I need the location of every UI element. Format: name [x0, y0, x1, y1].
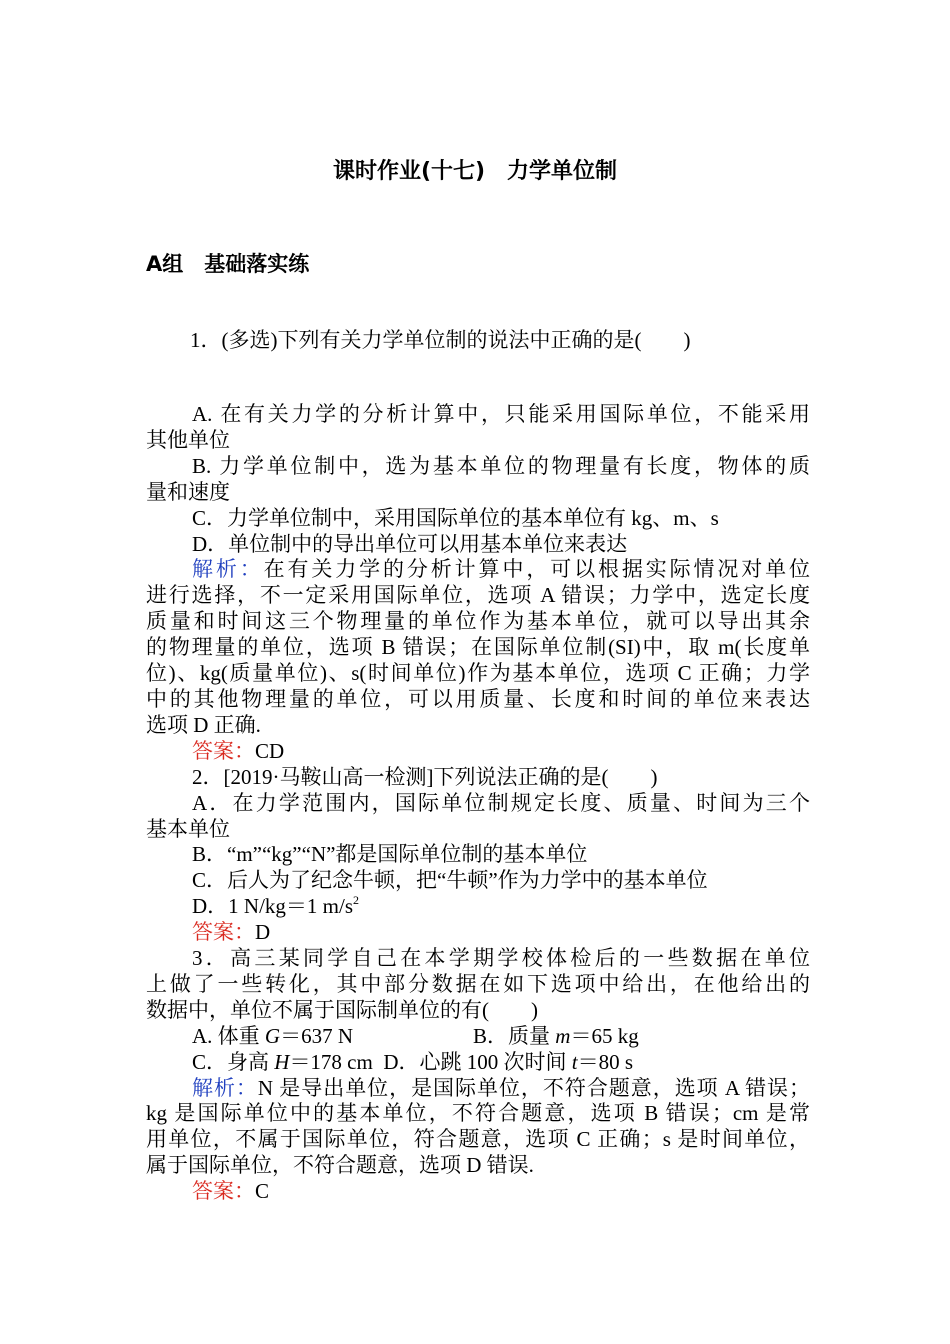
option-b-variable: m: [555, 1023, 571, 1048]
q2-option-c: C．后人为了纪念牛顿，把“牛顿”作为力学中的基本单位: [192, 868, 708, 893]
q2-option-a-line1: A．在力学范围内，国际单位制规定长度、质量、时间为三个: [192, 790, 810, 815]
document-body: [146, 402, 810, 1205]
q1-analysis-line5: 位)、kg(质量单位)、s(时间单位)作为基本单位，选项 C 正确；力学: [146, 661, 810, 686]
q3-options-cd: [146, 1050, 810, 1076]
analysis-label: 解析：: [192, 557, 264, 582]
option-b-prefix: B．质量: [473, 1023, 556, 1048]
analysis-text: 在有关力学的分析计算中，可以根据实际情况对单位: [263, 557, 810, 582]
answer-value: C: [255, 1179, 270, 1204]
option-b-value: ＝65 kg: [570, 1023, 639, 1048]
option-c-prefix: C．身高: [192, 1049, 275, 1074]
q2-answer: [146, 920, 810, 946]
group-heading: A组 基础落实练: [146, 252, 310, 276]
option-d-variable: t: [571, 1049, 578, 1074]
q3-analysis-line1: [146, 1076, 810, 1102]
q1-analysis-line2: 进行选择，不一定采用国际单位，选项 A 错误；力学中，选定长度: [146, 583, 810, 608]
option-a-variable: G: [264, 1023, 281, 1048]
question-3-stem-line2: 上做了一些转化，其中部分数据在如下选项中给出，在他给出的: [146, 971, 810, 996]
question-1-stem: 1．(多选)下列有关力学单位制的说法中正确的是( ): [190, 328, 691, 352]
q1-option-b-line1: B. 力学单位制中，选为基本单位的物理量有长度，物体的质: [192, 453, 810, 478]
question-2-stem: 2．[2019·马鞍山高一检测]下列说法正确的是( ): [192, 764, 658, 789]
superscript: 2: [353, 893, 360, 908]
q1-option-d: D．单位制中的导出单位可以用基本单位来表达: [192, 531, 628, 556]
q2-option-d: [146, 894, 810, 920]
option-a-prefix: A. 体重: [192, 1023, 265, 1048]
q2-option-b: B．“m”“kg”“N”都是国际单位制的基本单位: [192, 842, 588, 867]
answer-value: D: [255, 920, 271, 945]
option-d-prefix: D．心跳 100 次时间: [383, 1049, 572, 1074]
q1-option-a-line1: A. 在有关力学的分析计算中，只能采用国际单位，不能采用: [192, 402, 810, 426]
q3-analysis-line4: 属于国际单位，不符合题意，选项 D 错误.: [146, 1153, 534, 1178]
q1-option-c: C．力学单位制中，采用国际单位的基本单位有 kg、m、s: [192, 505, 719, 530]
question-3-stem-line3: 数据中，单位不属于国际制单位的有( ): [146, 997, 538, 1022]
analysis-label: 解析：: [192, 1075, 258, 1100]
q3-options-ab: [146, 1024, 810, 1050]
option-c-variable: H: [274, 1049, 290, 1074]
option-a-value: ＝637 N: [280, 1023, 354, 1048]
q1-analysis-line3: 质量和时间这三个物理量的单位作为基本单位，就可以导出其余: [146, 609, 810, 634]
q1-option-a-line2: 其他单位: [146, 427, 230, 452]
answer-label: 答案：: [192, 920, 255, 945]
option-c-value: ＝178 cm: [289, 1049, 373, 1074]
answer-label: 答案：: [192, 738, 255, 763]
answer-value: CD: [255, 738, 285, 763]
q3-analysis-line3: 用单位，不属于国际单位，符合题意，选项 C 正确；s 是时间单位，: [146, 1127, 810, 1152]
q1-analysis-line6: 中的其他物理量的单位，可以用质量、长度和时间的单位来表达: [146, 686, 810, 711]
question-3-stem-line1: 3．高三某同学自己在本学期学校体检后的一些数据在单位: [192, 946, 810, 971]
page-title: 课时作业(十七) 力学单位制: [332, 159, 618, 184]
q1-analysis-line4: 的物理量的单位，选项 B 错误；在国际单位制(SI)中，取 m(长度单: [146, 635, 810, 660]
option-d-value: ＝80 s: [577, 1049, 634, 1074]
q1-analysis-line7: 选项 D 正确.: [146, 712, 261, 737]
q1-option-b-line2: 量和速度: [146, 479, 230, 504]
q1-answer: [146, 739, 810, 765]
q1-analysis-line1: [146, 557, 810, 583]
q3-answer: [146, 1179, 810, 1205]
q2-option-a-line2: 基本单位: [146, 816, 230, 841]
analysis-text: N 是导出单位，是国际单位，不符合题意，选项 A 错误；: [257, 1075, 811, 1100]
option-d-text: D．1 N/kg＝1 m/s: [192, 894, 354, 919]
answer-label: 答案：: [192, 1179, 255, 1204]
q3-analysis-line2: kg 是国际单位中的基本单位，不符合题意，选项 B 错误；cm 是常: [146, 1101, 810, 1126]
